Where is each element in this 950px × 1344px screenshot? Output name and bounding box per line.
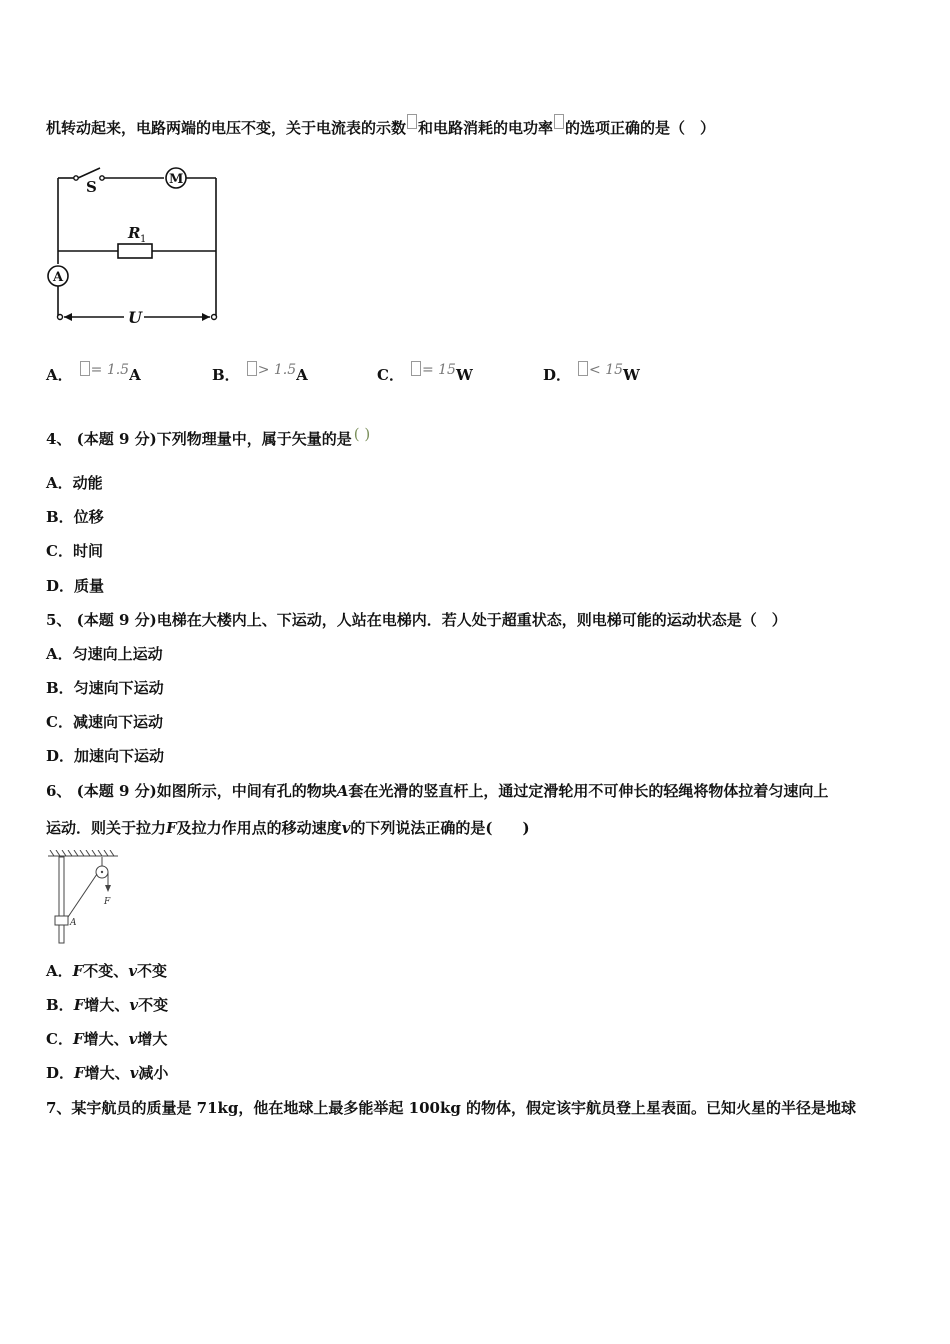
q3-stem-part3: 的选项正确的是（ ） <box>565 119 716 137</box>
pulley-figure <box>44 850 124 948</box>
motor-label: M <box>169 172 184 187</box>
q6-option-a[interactable]: A．F不变、v不变 <box>46 962 168 980</box>
force-label: F <box>104 897 111 907</box>
q4-option-b[interactable]: B．位移 <box>46 508 104 526</box>
voltage-label: U <box>128 308 142 327</box>
ammeter-label: A <box>53 270 64 285</box>
q5-option-b[interactable]: B．匀速向下运动 <box>46 679 164 697</box>
placeholder-box <box>247 361 257 376</box>
q4-option-d[interactable]: D．质量 <box>46 577 105 595</box>
placeholder-box <box>407 114 417 129</box>
q4-stem: 4、 (本题 9 分)下列物理量中，属于矢量的是 ( ) <box>46 425 371 448</box>
q6-option-b[interactable]: B．F增大、v不变 <box>46 996 169 1014</box>
switch-label: S <box>86 178 97 196</box>
resistor-label: R <box>128 224 141 242</box>
q5-option-c[interactable]: C．减速向下运动 <box>46 713 163 731</box>
placeholder-box <box>411 361 421 376</box>
circuit-diagram <box>44 164 224 334</box>
placeholder-box <box>554 114 564 129</box>
q6-option-c[interactable]: C．F增大、v增大 <box>46 1030 168 1048</box>
q3-option-c[interactable]: C． = 15W <box>377 362 473 384</box>
q3-stem-part2: 和电路消耗的电功率 <box>418 119 554 137</box>
resistor-subscript: 1 <box>140 234 147 245</box>
q4-option-c[interactable]: C．时间 <box>46 542 103 560</box>
q5-stem: 5、 (本题 9 分)电梯在大楼内上、下运动，人站在电梯内．若人处于超重状态，则电梯可能的运动状态是（ ） <box>46 611 787 629</box>
block-label: A <box>70 918 77 928</box>
q6-option-d[interactable]: D．F增大、v减小 <box>46 1064 169 1082</box>
answer-paren: ( ) <box>353 425 371 443</box>
q3-option-a[interactable]: A． = 1.5A <box>46 362 141 384</box>
placeholder-box <box>578 361 588 376</box>
q7-stem: 7、某宇航员的质量是 71kg，他在地球上最多能举起 100kg 的物体，假定该宇航员登上星表面。已知火星的半径是地球 <box>46 1099 857 1117</box>
placeholder-box <box>80 361 90 376</box>
q4-option-a[interactable]: A．动能 <box>46 474 103 492</box>
q5-option-d[interactable]: D．加速向下运动 <box>46 747 165 765</box>
q3-option-d[interactable]: D． < 15W <box>543 362 640 384</box>
q3-option-b[interactable]: B． > 1.5A <box>212 362 308 384</box>
q6-stem-line2: 运动．则关于拉力F及拉力作用点的移动速度v的下列说法正确的是( ) <box>46 819 530 837</box>
q6-stem-line1: 6、 (本题 9 分)如图所示，中间有孔的物块A套在光滑的竖直杆上，通过定滑轮用不可伸长的轻绳将物体拉着匀速向上 <box>46 782 829 800</box>
q3-stem <box>46 114 715 138</box>
q5-option-a[interactable]: A．匀速向上运动 <box>46 645 163 663</box>
q3-stem-part1: 机转动起来，电路两端的电压不变，关于电流表的示数 <box>46 119 407 137</box>
